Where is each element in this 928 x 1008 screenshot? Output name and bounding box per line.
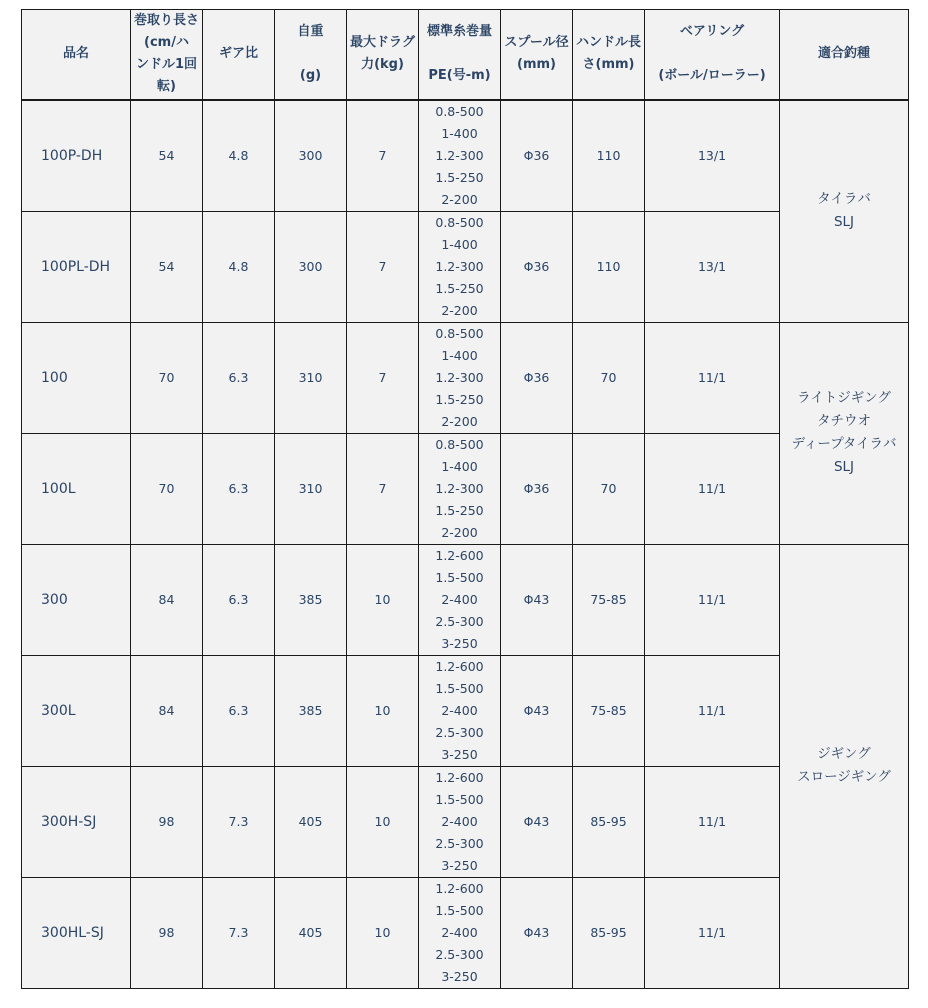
cell-retrieve: 98: [131, 877, 203, 988]
cell-weight: 300: [275, 211, 347, 322]
line-capacity-entry: 1.5-250: [435, 391, 484, 407]
cell-name: 100P-DH: [22, 100, 131, 212]
header-handle-line: さ(mm): [582, 57, 635, 73]
table-body: [22, 100, 909, 989]
header-bearing-line: (ボール/ローラー): [658, 68, 766, 84]
cell-retrieve: 84: [131, 655, 203, 766]
cell-name: 100PL-DH: [22, 211, 131, 322]
cell-spool: Φ43: [501, 544, 573, 655]
cell-retrieve: 98: [131, 766, 203, 877]
table-row: [22, 544, 909, 655]
cell-weight: 405: [275, 766, 347, 877]
header-line_capacity-line: [419, 43, 500, 65]
cell-drag: 7: [347, 211, 419, 322]
line-capacity-entry: 3-250: [441, 635, 478, 651]
cell-weight: 405: [275, 877, 347, 988]
cell-handle: 75-85: [573, 544, 645, 655]
line-capacity-entry: 3-250: [441, 857, 478, 873]
cell-retrieve: 54: [131, 100, 203, 212]
table-row: [22, 433, 909, 544]
cell-handle: 70: [573, 322, 645, 433]
line-capacity-entry: 2.5-300: [435, 724, 484, 740]
line-capacity-entry: 1.5-500: [435, 680, 484, 696]
header-line_capacity-line: PE(号-m): [428, 68, 491, 84]
cell-gear: 7.3: [203, 877, 275, 988]
cell-retrieve: 70: [131, 322, 203, 433]
cell-bearing: 13/1: [645, 211, 780, 322]
table-row: [22, 322, 909, 433]
cell-weight: 300: [275, 100, 347, 212]
cell-drag: 10: [347, 655, 419, 766]
cell-drag: 7: [347, 322, 419, 433]
cell-handle: 110: [573, 211, 645, 322]
line-capacity-entry: 0.8-500: [435, 436, 484, 452]
line-capacity-entry: 2-400: [441, 924, 478, 940]
target-fishing-line: タイラバ: [817, 191, 871, 207]
header-weight-line: 自重: [297, 24, 324, 40]
line-capacity-entry: 2-200: [441, 524, 478, 540]
cell-line-capacity: [419, 322, 501, 433]
line-capacity-entry: 2.5-300: [435, 835, 484, 851]
cell-gear: 6.3: [203, 433, 275, 544]
line-capacity-entry: 1.5-250: [435, 169, 484, 185]
target-fishing-line: スロージギング: [797, 769, 891, 785]
cell-spool: Φ43: [501, 766, 573, 877]
header-retrieve-line: 転): [157, 79, 176, 95]
header-bearing-line: [645, 43, 779, 65]
line-capacity-entry: 3-250: [441, 968, 478, 984]
header-retrieve: [131, 10, 203, 100]
cell-drag: 7: [347, 433, 419, 544]
line-capacity-entry: 1.5-250: [435, 280, 484, 296]
line-capacity-entry: 2.5-300: [435, 613, 484, 629]
cell-name: 100: [22, 322, 131, 433]
cell-name: 100L: [22, 433, 131, 544]
line-capacity-entry: 2-200: [441, 413, 478, 429]
cell-spool: Φ43: [501, 877, 573, 988]
line-capacity-entry: 0.8-500: [435, 103, 484, 119]
cell-gear: 4.8: [203, 100, 275, 212]
line-capacity-entry: 1.5-500: [435, 569, 484, 585]
line-capacity-entry: 1-400: [441, 347, 478, 363]
cell-spool: Φ43: [501, 655, 573, 766]
cell-line-capacity: [419, 877, 501, 988]
header-handle: [573, 10, 645, 100]
cell-retrieve: 84: [131, 544, 203, 655]
cell-retrieve: 54: [131, 211, 203, 322]
header-name: [22, 10, 131, 100]
line-capacity-entry: 2-200: [441, 191, 478, 207]
cell-bearing: 11/1: [645, 544, 780, 655]
cell-line-capacity: [419, 211, 501, 322]
cell-bearing: 11/1: [645, 433, 780, 544]
header-name-line: 品名: [62, 46, 89, 62]
header-retrieve-line: ンドル1回: [135, 57, 198, 73]
header-row: [22, 10, 909, 100]
cell-weight: 310: [275, 433, 347, 544]
header-line_capacity-line: 標準糸巻量: [426, 24, 492, 40]
table-row: [22, 100, 909, 212]
cell-spool: Φ36: [501, 433, 573, 544]
cell-line-capacity: [419, 100, 501, 212]
cell-drag: 10: [347, 766, 419, 877]
header-bearing-line: ベアリング: [679, 24, 745, 40]
target-fishing-line: SLJ: [833, 459, 855, 475]
cell-bearing: 11/1: [645, 766, 780, 877]
header-line_capacity: [419, 10, 501, 100]
cell-gear: 6.3: [203, 322, 275, 433]
cell-handle: 85-95: [573, 766, 645, 877]
line-capacity-entry: 2-200: [441, 302, 478, 318]
spec-table: [21, 9, 909, 989]
cell-target-fishing: [780, 544, 909, 988]
cell-handle: 75-85: [573, 655, 645, 766]
cell-gear: 6.3: [203, 544, 275, 655]
target-fishing-line: SLJ: [833, 214, 855, 230]
header-target: [780, 10, 909, 100]
line-capacity-entry: 1.2-600: [435, 658, 484, 674]
cell-line-capacity: [419, 433, 501, 544]
header-gear-line: ギア比: [218, 46, 258, 62]
cell-name: 300H-SJ: [22, 766, 131, 877]
target-fishing-line: ジギング: [817, 746, 871, 762]
cell-weight: 385: [275, 655, 347, 766]
line-capacity-entry: 0.8-500: [435, 325, 484, 341]
cell-retrieve: 70: [131, 433, 203, 544]
table-row: [22, 766, 909, 877]
header-weight: [275, 10, 347, 100]
cell-gear: 6.3: [203, 655, 275, 766]
cell-target-fishing: [780, 100, 909, 323]
header-weight-line: (g): [299, 68, 322, 84]
table-row: [22, 211, 909, 322]
cell-spool: Φ36: [501, 100, 573, 212]
header-spool: [501, 10, 573, 100]
cell-bearing: 11/1: [645, 655, 780, 766]
cell-handle: 110: [573, 100, 645, 212]
line-capacity-entry: 1.2-600: [435, 769, 484, 785]
header-spool-line: (mm): [517, 57, 556, 73]
cell-drag: 7: [347, 100, 419, 212]
header-spool-line: スプール径: [504, 35, 569, 51]
line-capacity-entry: 2-400: [441, 591, 478, 607]
cell-handle: 85-95: [573, 877, 645, 988]
line-capacity-entry: 1-400: [441, 125, 478, 141]
header-retrieve-line: (cm/ハ: [144, 35, 189, 51]
target-fishing-line: タチウオ: [817, 413, 871, 429]
line-capacity-entry: 1-400: [441, 458, 478, 474]
cell-bearing: 11/1: [645, 877, 780, 988]
cell-line-capacity: [419, 544, 501, 655]
header-target-line: 適合釣種: [817, 46, 870, 62]
cell-gear: 7.3: [203, 766, 275, 877]
header-gear: [203, 10, 275, 100]
cell-line-capacity: [419, 655, 501, 766]
line-capacity-entry: 2-400: [441, 702, 478, 718]
line-capacity-entry: 2.5-300: [435, 946, 484, 962]
table-row: [22, 655, 909, 766]
header-bearing: [645, 10, 780, 100]
cell-name: 300: [22, 544, 131, 655]
header-drag-line: 最大ドラグ: [349, 35, 415, 51]
cell-line-capacity: [419, 766, 501, 877]
line-capacity-entry: 1.2-600: [435, 880, 484, 896]
line-capacity-entry: 1.2-300: [435, 480, 484, 496]
line-capacity-entry: 1.5-500: [435, 791, 484, 807]
cell-target-fishing: [780, 322, 909, 544]
target-fishing-line: ライトジギング: [797, 390, 891, 406]
cell-handle: 70: [573, 433, 645, 544]
line-capacity-entry: 1.5-500: [435, 902, 484, 918]
header-retrieve-line: 巻取り長さ: [133, 13, 199, 29]
cell-bearing: 13/1: [645, 100, 780, 212]
cell-drag: 10: [347, 544, 419, 655]
line-capacity-entry: 1-400: [441, 236, 478, 252]
line-capacity-entry: 1.2-300: [435, 147, 484, 163]
line-capacity-entry: 2-400: [441, 813, 478, 829]
cell-weight: 385: [275, 544, 347, 655]
cell-name: 300HL-SJ: [22, 877, 131, 988]
header-handle-line: ハンドル長: [575, 35, 641, 51]
line-capacity-entry: 0.8-500: [435, 214, 484, 230]
target-fishing-line: ディープタイラバ: [791, 436, 897, 452]
header-weight-line: [275, 43, 346, 65]
table-row: [22, 877, 909, 988]
line-capacity-entry: 1.5-250: [435, 502, 484, 518]
cell-name: 300L: [22, 655, 131, 766]
header-drag-line: 力(kg): [361, 57, 404, 73]
cell-drag: 10: [347, 877, 419, 988]
line-capacity-entry: 1.2-300: [435, 258, 484, 274]
cell-bearing: 11/1: [645, 322, 780, 433]
cell-spool: Φ36: [501, 322, 573, 433]
line-capacity-entry: 1.2-300: [435, 369, 484, 385]
line-capacity-entry: 1.2-600: [435, 547, 484, 563]
cell-gear: 4.8: [203, 211, 275, 322]
cell-weight: 310: [275, 322, 347, 433]
line-capacity-entry: 3-250: [441, 746, 478, 762]
header-drag: [347, 10, 419, 100]
cell-spool: Φ36: [501, 211, 573, 322]
